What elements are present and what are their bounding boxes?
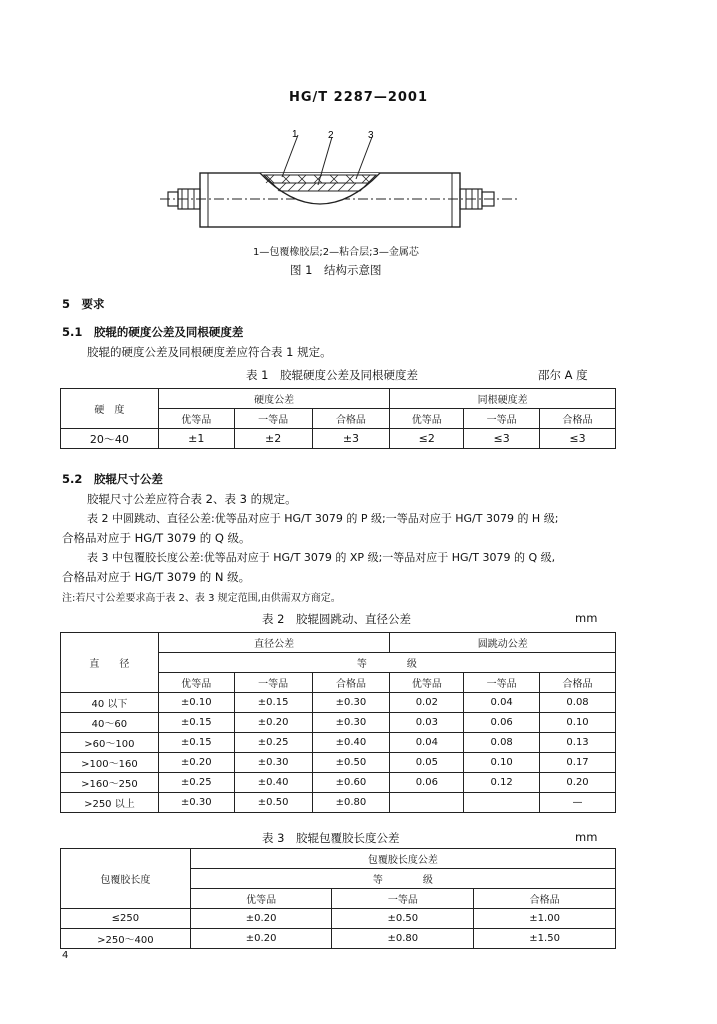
table2-subheader: 一等品: [234, 673, 312, 693]
table3-grade-label: 等 级: [190, 869, 615, 889]
table-cell: 0.20: [540, 773, 616, 793]
table-cell: ±0.40: [312, 733, 390, 753]
table-cell: ±0.80: [332, 929, 474, 949]
table1-group-same-roller-diff: 同根硬度差: [390, 389, 616, 409]
table2-grade-label: 等 级: [158, 653, 615, 673]
table3-subheader: 一等品: [332, 889, 474, 909]
table-cell: ≤2: [390, 429, 464, 449]
table1-unit: 邵尔 A 度: [538, 368, 588, 382]
table2-subheader: 优等品: [158, 673, 234, 693]
table-cell: >250 以上: [61, 793, 159, 813]
table-cell: 0.12: [464, 773, 540, 793]
table-cell: ±3: [312, 429, 390, 449]
table-cell: >160～250: [61, 773, 159, 793]
table-cell: ±0.20: [190, 909, 332, 929]
table-cell: ±0.20: [158, 753, 234, 773]
section-5-2-p3a: 表 3 中包覆胶长度公差:优等品对应于 HG/T 3079 的 XP 级;一等品对应于 HG/T 3079 的 Q 级,: [87, 551, 556, 564]
section-5-2-heading: 5.2 胶辊尺寸公差: [62, 472, 163, 486]
table-cell: [390, 793, 464, 813]
table2-subheader: 一等品: [464, 673, 540, 693]
table-cell: 40～60: [61, 713, 159, 733]
table1-title: 表 1 胶辊硬度公差及同根硬度差: [246, 368, 418, 382]
table-cell: 0.06: [464, 713, 540, 733]
table-row: [61, 773, 616, 793]
table-cell: ≤250: [61, 909, 191, 929]
table3-subheader: 合格品: [474, 889, 616, 909]
table3-title: 表 3 胶辊包覆胶长度公差: [262, 831, 400, 845]
table-row: [61, 753, 616, 773]
section-5-2-p2a: 表 2 中圆跳动、直径公差:优等品对应于 HG/T 3079 的 P 级;一等品对应于 HG/T 3079 的 H 级;: [87, 512, 559, 525]
figure-legend: 1—包覆橡胶层;2—粘合层;3—金属芯: [253, 247, 419, 258]
table-row: [61, 429, 616, 449]
table-row: [61, 693, 616, 713]
table-cell: ≤3: [464, 429, 540, 449]
table-cell: 0.03: [390, 713, 464, 733]
table-cell: 0.04: [464, 693, 540, 713]
table-cell: ±0.50: [234, 793, 312, 813]
table-cell: 0.04: [390, 733, 464, 753]
table-cell: ±0.15: [158, 733, 234, 753]
table-row: [61, 929, 616, 949]
section-5-2-p3b: 合格品对应于 HG/T 3079 的 N 级。: [62, 570, 251, 584]
table2-subheader: 合格品: [540, 673, 616, 693]
figure-label-1: 1: [292, 129, 298, 140]
table-cell: ±2: [234, 429, 312, 449]
table-cell: ±0.30: [158, 793, 234, 813]
table1-subheader: 合格品: [540, 409, 616, 429]
table-row: [61, 733, 616, 753]
table1-subheader: 一等品: [234, 409, 312, 429]
figure-label-3: 3: [368, 130, 374, 141]
table-cell: 0.17: [540, 753, 616, 773]
table-cell: ±0.10: [158, 693, 234, 713]
table2-group-runout-tolerance: 圆跳动公差: [390, 633, 616, 653]
table1-subheader: 合格品: [312, 409, 390, 429]
table-row: [61, 793, 616, 813]
section-5-2-note: 注:若尺寸公差要求高于表 2、表 3 规定范围,由供需双方商定。: [62, 593, 341, 604]
table-cell: 20～40: [61, 429, 159, 449]
table-cell: 0.06: [390, 773, 464, 793]
table-cell: 0.05: [390, 753, 464, 773]
page-number: 4: [62, 950, 69, 961]
table-cell: ±0.30: [234, 753, 312, 773]
table-cell: ±0.30: [312, 693, 390, 713]
table2-subheader: 优等品: [390, 673, 464, 693]
table1-subheader: 优等品: [390, 409, 464, 429]
section-5-heading: 5 要求: [62, 297, 105, 311]
table-cell: ±1.00: [474, 909, 616, 929]
table-cell: ±0.20: [234, 713, 312, 733]
table-cell: 0.10: [540, 713, 616, 733]
table-cell: ±0.15: [234, 693, 312, 713]
table-cell: ±0.50: [312, 753, 390, 773]
table-cell: ±1.50: [474, 929, 616, 949]
table-row: [61, 713, 616, 733]
table-cell: 40 以下: [61, 693, 159, 713]
table3-subheader: 优等品: [190, 889, 332, 909]
table-cell: ±0.40: [234, 773, 312, 793]
table-cell: ±0.80: [312, 793, 390, 813]
table1-subheader: 一等品: [464, 409, 540, 429]
table2: [60, 632, 616, 813]
table1-subheader: 优等品: [158, 409, 234, 429]
table1-group-hardness-tolerance: 硬度公差: [158, 389, 390, 409]
table-cell: >100～160: [61, 753, 159, 773]
document-header: HG/T 2287—2001: [288, 90, 429, 105]
table-cell: >250～400: [61, 929, 191, 949]
table-cell: 0.02: [390, 693, 464, 713]
table-cell: ±0.30: [312, 713, 390, 733]
section-5-1-text: 胶辊的硬度公差及同根硬度差应符合表 1 规定。: [87, 345, 332, 359]
table1: [60, 388, 616, 449]
table-cell: ±0.50: [332, 909, 474, 929]
table-cell: —: [540, 793, 616, 813]
table-cell: [464, 793, 540, 813]
table-cell: 0.13: [540, 733, 616, 753]
figure-label-2: 2: [328, 130, 334, 141]
table-cell: 0.08: [464, 733, 540, 753]
table-cell: ±0.15: [158, 713, 234, 733]
table1-col-header: 硬 度: [61, 389, 159, 429]
table-cell: ±1: [158, 429, 234, 449]
table-cell: ±0.60: [312, 773, 390, 793]
table3-group-length-tolerance: 包覆胶长度公差: [190, 849, 615, 869]
table-row: [61, 909, 616, 929]
table3-col-header: 包覆胶长度: [61, 849, 191, 909]
table-cell: ±0.25: [234, 733, 312, 753]
table3-unit: mm: [575, 830, 598, 844]
table2-col-header: 直 径: [61, 633, 159, 693]
table-cell: ±0.20: [190, 929, 332, 949]
table-cell: 0.10: [464, 753, 540, 773]
table2-unit: mm: [575, 611, 598, 625]
table-cell: 0.08: [540, 693, 616, 713]
table-cell: ±0.25: [158, 773, 234, 793]
section-5-1-heading: 5.1 胶辊的硬度公差及同根硬度差: [62, 325, 244, 339]
roller-structure-diagram: [160, 125, 520, 235]
table-cell: >60～100: [61, 733, 159, 753]
section-5-2-p1: 胶辊尺寸公差应符合表 2、表 3 的规定。: [87, 492, 297, 506]
table-cell: ≤3: [540, 429, 616, 449]
table3: [60, 848, 616, 949]
table2-subheader: 合格品: [312, 673, 390, 693]
figure-caption: 图 1 结构示意图: [290, 263, 382, 277]
section-5-2-p2b: 合格品对应于 HG/T 3079 的 Q 级。: [62, 531, 251, 545]
table2-title: 表 2 胶辊圆跳动、直径公差: [262, 612, 411, 626]
table2-group-diameter-tolerance: 直径公差: [158, 633, 390, 653]
